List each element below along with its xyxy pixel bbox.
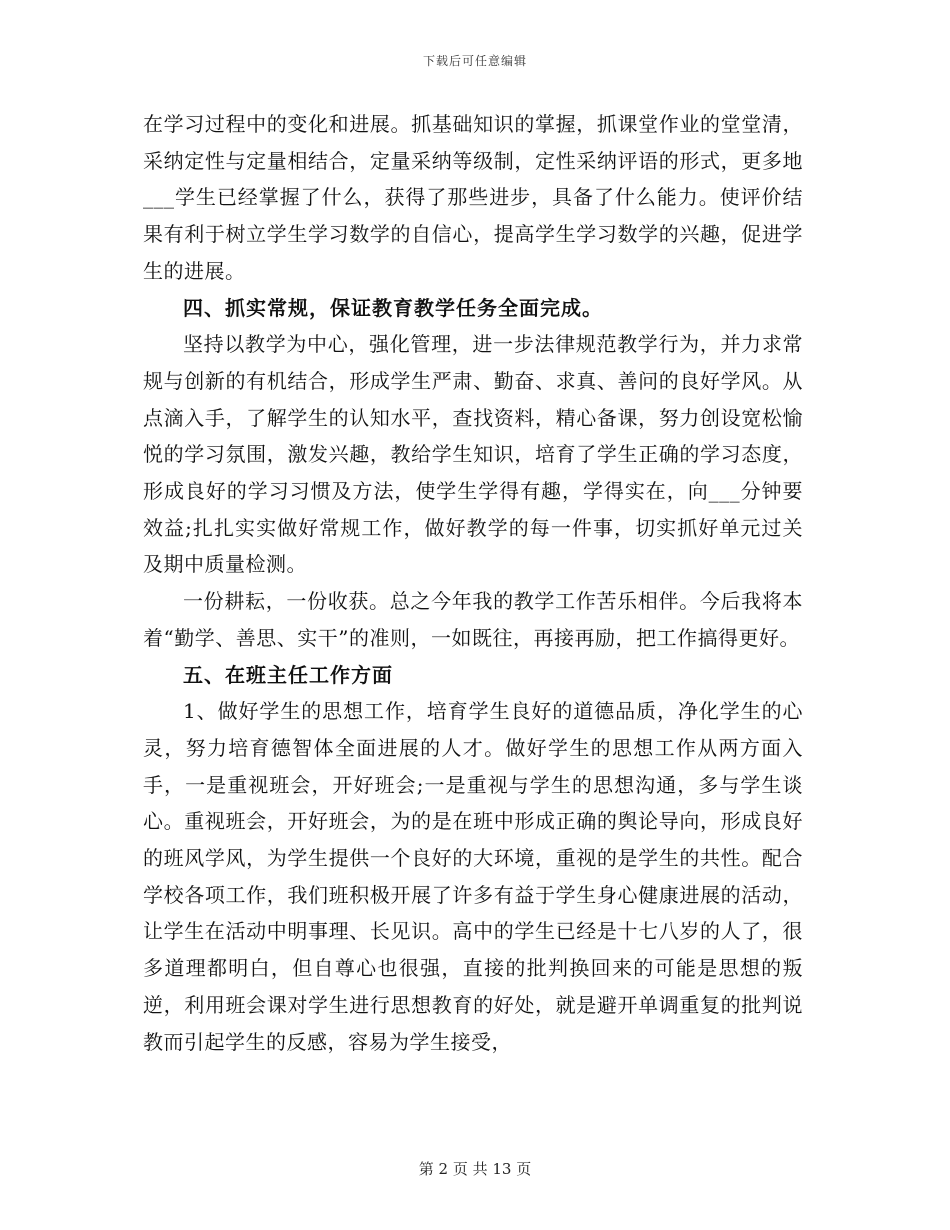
section-heading-4: 四、抓实常规，保证教育教学任务全面完成。 <box>183 295 603 320</box>
paragraph-routine: 坚持以教学为中心，强化管理，进一步法律规范教学行为，并力求常规与创新的有机结合，形成学生严肃、勤奋、求真、善问的良好学风。从点滴入手，了解学生的认知水平，查找资料，精心备课，努力创设宽松愉悦的学习氛围，激发兴趣，教给学生知识，培育了学生正确的学习态度，形成良好的学习习惯及方法，使学生学得有趣，学得实在，向___分钟要效益;扎扎实实做好常规工作，做好教学的每一件事，切实抓好单元过关及期中质量检测。 <box>143 332 803 577</box>
page-header: 下载后可任意编辑 <box>422 54 527 68</box>
document-body <box>143 106 803 1060</box>
paragraph-summary: 一份耕耘，一份收获。总之今年我的教学工作苦乐相伴。今后我将本着“勤学、善思、实干”的准则，一如既往，再接再励，把工作搞得更好。 <box>143 589 803 650</box>
paragraph-class-teacher: 1、做好学生的思想工作，培育学生良好的道德品质，净化学生的心灵，努力培育德智体全面进展的人才。做好学生的思想工作从两方面入手，一是重视班会，开好班会;一是重视与学生的思想沟通，多与学生谈心。重视班会，开好班会，为的是在班中形成正确的舆论导向，形成良好的班风学风，为学生提供一个良好的大环境，重视的是学生的共性。配合学校各项工作，我们班积极开展了许多有益于学生身心健康进展的活动，让学生在活动中明事理、长见识。高中的学生已经是十七八岁的人了，很多道理都明白，但自尊心也很强，直接的批判换回来的可能是思想的叛逆，利用班会课对学生进行思想教育的好处，就是避开单调重复的批判说教而引起学生的反感，容易为学生接受， <box>143 699 803 1054</box>
section-heading-5: 五、在班主任工作方面 <box>183 662 393 687</box>
paragraph-continued: 在学习过程中的变化和进展。抓基础知识的掌握，抓课堂作业的堂堂清，采纳定性与定量相结合，定量采纳等级制，定性采纳评语的形式，更多地___学生已经掌握了什么，获得了那些进步，具备了什么能力。使评价结果有利于树立学生学习数学的自信心，提高学生学习数学的兴趣，促进学生的进展。 <box>143 112 803 283</box>
page-number: 第 2 页 共 13 页 <box>418 1160 532 1178</box>
